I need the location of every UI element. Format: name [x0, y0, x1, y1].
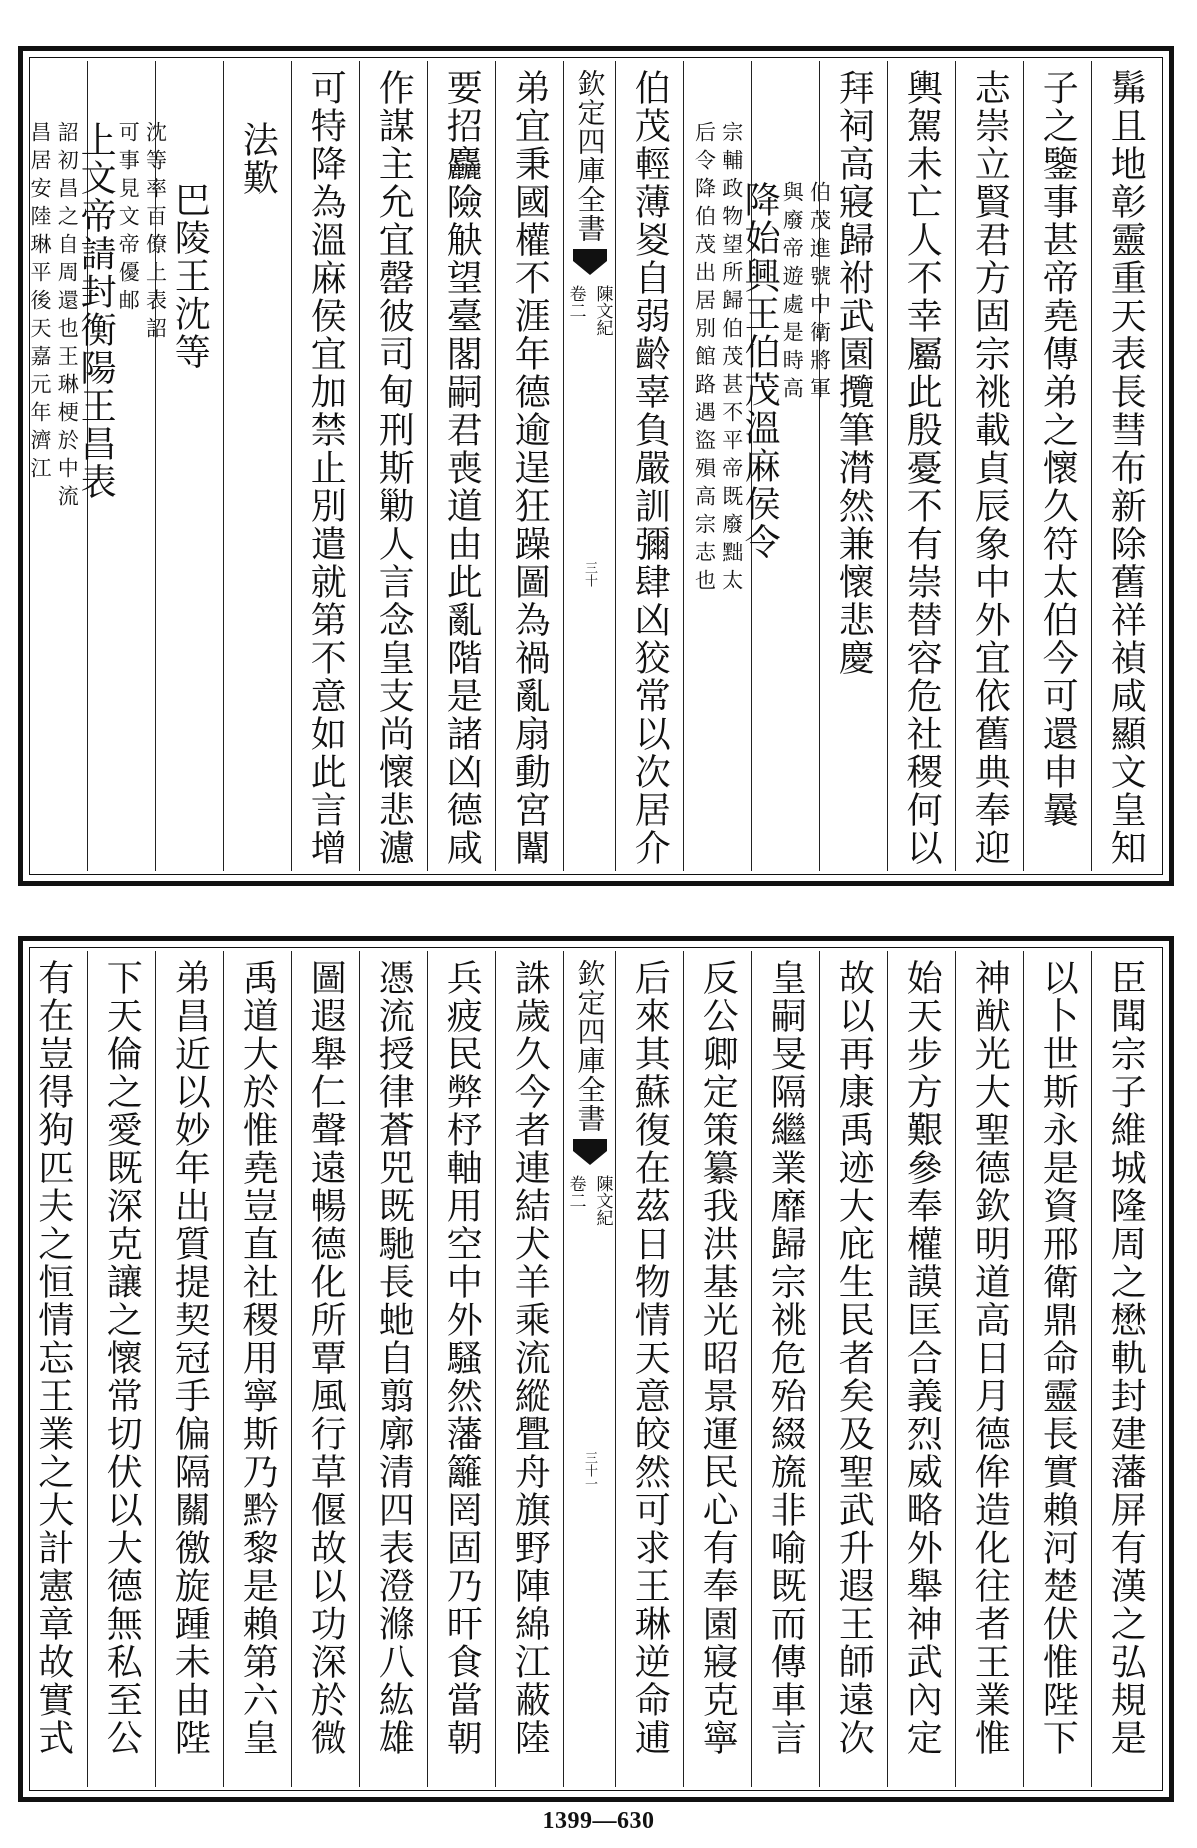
- spine-volume-line: 陳文紀: [592, 285, 613, 336]
- bottom-page-columns: [33, 951, 1159, 1787]
- column-text: 反公卿定策纂我洪基光昭景運民心有奉園寢克寧: [697, 959, 739, 1757]
- column-text: 皇嗣旻隔繼業靡歸宗祧危殆綴旒非喻既而傳車言: [765, 959, 807, 1757]
- bottom-page-panel: [18, 936, 1174, 1802]
- text-column: [359, 951, 427, 1787]
- text-column: [683, 951, 751, 1787]
- column-text: 神猷光大聖德欽明道高日月德侔造化往者王業惟: [969, 959, 1011, 1757]
- text-column: [87, 951, 155, 1787]
- page-spine: [563, 61, 615, 871]
- text-column: [887, 61, 955, 871]
- text-column: [223, 61, 291, 871]
- column-text: 髴且地彰靈重天表長彗布新除舊祥禎咸顯文皇知: [1105, 69, 1147, 867]
- text-column: [427, 951, 495, 1787]
- spine-volume-line: 卷二: [565, 1175, 586, 1209]
- column-text: 作謀主允宜罄彼司甸刑斯勦人言念皇支尚懷悲濾: [373, 69, 415, 867]
- spine-volume: [564, 285, 616, 336]
- text-column: [751, 951, 819, 1787]
- text-column: [887, 951, 955, 1787]
- text-column: [291, 951, 359, 1787]
- page-spine: [563, 951, 615, 1787]
- top-page-panel: [18, 46, 1174, 886]
- column-text: 上文帝請封衡陽王昌表: [75, 121, 117, 501]
- text-column: [1091, 61, 1159, 871]
- column-text: 可特降為溫麻侯宜加禁止別遣就第不意如此言增: [305, 69, 347, 867]
- text-column: [615, 61, 683, 871]
- text-column: [1023, 951, 1091, 1787]
- column-text: 輿駕未亡人不幸屬此殷憂不有崇替容危社稷何以: [901, 69, 943, 867]
- annotation-line: 詔初昌之自周還也王琳梗於中流: [55, 121, 80, 513]
- column-text: 要招麤險觖望臺閣嗣君喪道由此亂階是諸凶德咸: [441, 69, 483, 867]
- spine-page-number: 三十一: [582, 1451, 597, 1490]
- text-column: [359, 61, 427, 871]
- top-page-columns: [28, 61, 1159, 871]
- column-text: 下天倫之愛既深克讓之懷常切伏以大德無私至公: [101, 959, 143, 1757]
- column-text: 誅歲久今者連結犬羊乘流縱舋舟旗野陣綿江蔽陸: [509, 959, 551, 1757]
- column-text: 巴陵王沈等: [169, 181, 211, 371]
- spine-volume-line: 陳文紀: [592, 1175, 613, 1226]
- page-number: 1399—630: [542, 1808, 655, 1834]
- text-column: [819, 951, 887, 1787]
- text-column: [955, 951, 1023, 1787]
- text-column: [819, 61, 887, 871]
- annotation-line: 沈等率百僚上表詔: [143, 121, 168, 345]
- text-column: [615, 951, 683, 1787]
- column-text: 伯茂輕薄㚇自弱齡辜負嚴訓彌肆凶狡常以次居介: [629, 69, 671, 867]
- column-text: 兵疲民弊杼軸用空中外騷然藩籬罔固乃旰食當朝: [441, 959, 483, 1757]
- text-column: [19, 951, 87, 1787]
- spine-volume: [564, 1175, 616, 1226]
- column-text: 降始興王伯茂溫麻侯令: [739, 181, 781, 561]
- text-column: [495, 61, 563, 871]
- fish-tail-mark: [573, 249, 607, 279]
- column-text: 憑流授律蒼兕既馳長虵自翦廓清四表澄滌八紘雄: [373, 959, 415, 1757]
- column-text: 弟宜秉國權不涯年德逾逞狂躁圖為禍亂扇動宮闈: [509, 69, 551, 867]
- text-column: [739, 61, 832, 871]
- column-text: 臣聞宗子維城隆周之懋軌封建藩屏有漢之弘規是: [1105, 959, 1147, 1757]
- text-column: [495, 951, 563, 1787]
- text-column: [155, 951, 223, 1787]
- column-text: 以卜世斯永是資邢衛鼎命靈長實賴河楚伏惟陛下: [1037, 959, 1079, 1757]
- column-text: 有在豈得狗匹夫之恒情忘王業之大計憲章故實式: [32, 959, 74, 1757]
- column-text: 拜祠高寢歸祔武園攬筆潸然兼懷悲慶: [833, 69, 875, 677]
- spine-title: 欽定四庫全書: [573, 959, 607, 1133]
- column-text: 始天步方艱參奉權謨匡合義烈威略外舉神武內定: [901, 959, 943, 1757]
- text-column: [427, 61, 495, 871]
- text-column: [955, 61, 1023, 871]
- spine-title: 欽定四庫全書: [573, 69, 607, 243]
- annotation-line: 宗輔政物望所歸伯茂甚不平帝既廢黜太: [719, 121, 744, 597]
- annotation-line: 可事見文帝優邮: [116, 121, 141, 317]
- column-text: 弟昌近以妙年出質提契冠手偏隔關徼旋踵未由陛: [169, 959, 211, 1757]
- column-text: 故以再康禹迹大庇生民者矣及聖武升遐王師遠次: [833, 959, 875, 1757]
- column-text: 子之鑒事甚帝堯傳弟之懷久符太伯今可還申曩: [1037, 69, 1079, 829]
- column-text: 圖遐舉仁聲遠暢德化所覃風行草偃故以功深於微: [305, 959, 347, 1757]
- spine-volume-line: 卷二: [565, 285, 586, 319]
- text-column: [1091, 951, 1159, 1787]
- spine-page-number: 三十: [582, 561, 597, 587]
- column-text: 志崇立賢君方固宗祧載貞辰象中外宜依舊典奉迎: [969, 69, 1011, 867]
- annotation-line: 與廢帝遊處是時高: [780, 181, 805, 405]
- text-column: [75, 61, 168, 871]
- fish-tail-mark: [573, 1139, 607, 1169]
- annotation-line: 伯茂進號中衛將軍: [807, 181, 832, 405]
- text-column: [223, 951, 291, 1787]
- text-column: [155, 61, 223, 871]
- annotation: [27, 121, 79, 871]
- annotation-line: 后令降伯茂出居別館路遇盜殞高宗志也: [692, 121, 717, 597]
- annotation: [691, 121, 743, 871]
- column-text: 法歎: [237, 121, 279, 197]
- column-text: 禹道大於惟堯豈直社稷用寧斯乃黔黎是賴第六皇: [237, 959, 279, 1757]
- text-column: [291, 61, 359, 871]
- column-text: 后來其蘇復在茲日物情天意皎然可求王琳逆命逋: [629, 959, 671, 1757]
- annotation-line: 昌居安陸琳平後天嘉元年濟江: [28, 121, 52, 485]
- text-column: [1023, 61, 1091, 871]
